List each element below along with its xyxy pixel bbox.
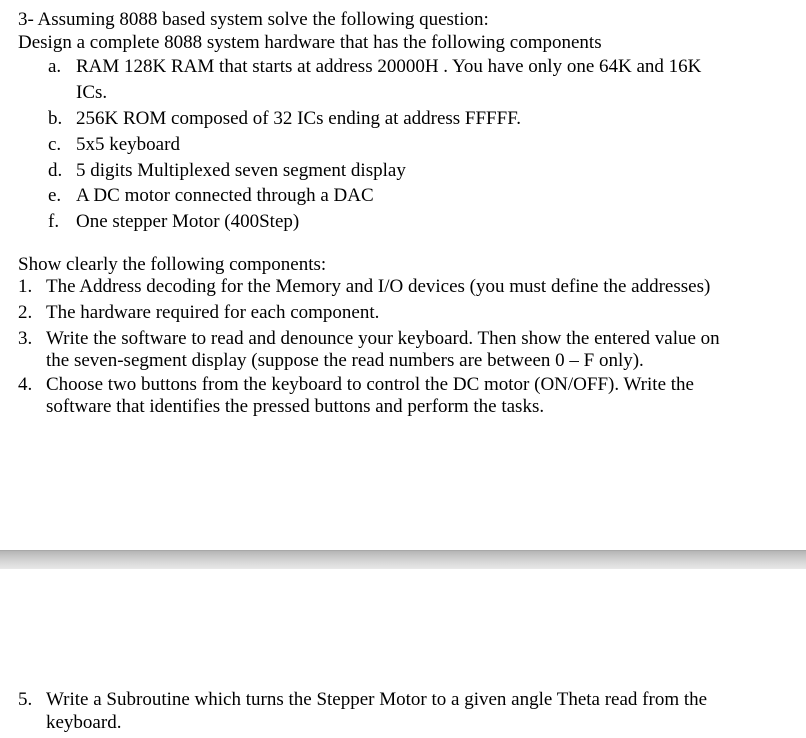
component-letter-e: e.	[48, 185, 62, 206]
task-text-3-line2: the seven-segment display (suppose the read numbers are between 0 – F only).	[46, 350, 644, 371]
task-text-1: The Address decoding for the Memory and I/O devices (you must define the addresses)	[46, 276, 711, 297]
page-break-divider	[0, 551, 806, 569]
task-text-4-line1: Choose two buttons from the keyboard to control the DC motor (ON/OFF). Write the	[46, 374, 694, 395]
component-letter-f: f.	[48, 211, 60, 232]
task-number-2: 2.	[18, 302, 33, 323]
component-text-a: RAM 128K RAM that starts at address 20000H . You have only one 64K and 16K	[76, 56, 702, 77]
task-text-5-line1: Write a Subroutine which turns the Stepper Motor to a given angle Theta read from the	[46, 689, 708, 710]
component-letter-c: c.	[48, 134, 62, 155]
task-text-3-line1: Write the software to read and denounce your keyboard. Then show the entered value on	[46, 328, 720, 349]
task-text-5-line2: keyboard.	[46, 712, 122, 733]
component-letter-b: b.	[48, 108, 63, 129]
task-number-5: 5.	[18, 689, 33, 710]
component-text-d: 5 digits Multiplexed seven segment display	[76, 160, 406, 181]
component-text-a-cont: ICs.	[76, 82, 108, 103]
component-text-f: One stepper Motor (400Step)	[76, 211, 300, 232]
task-text-2: The hardware required for each component.	[46, 302, 380, 323]
design-intro: Design a complete 8088 system hardware that has the following components	[18, 32, 602, 53]
component-text-e: A DC motor connected through a DAC	[76, 185, 374, 206]
question-title: 3- Assuming 8088 based system solve the following question:	[18, 9, 489, 30]
task-number-1: 1.	[18, 276, 33, 297]
component-text-b: 256K ROM composed of 32 ICs ending at address FFFFF.	[76, 108, 521, 129]
component-text-c: 5x5 keyboard	[76, 134, 180, 155]
show-intro: Show clearly the following components:	[18, 254, 327, 275]
component-letter-a: a.	[48, 56, 62, 77]
task-number-3: 3.	[18, 328, 33, 349]
task-text-4-line2: software that identifies the pressed buttons and perform the tasks.	[46, 396, 545, 417]
component-letter-d: d.	[48, 160, 63, 181]
task-number-4: 4.	[18, 374, 33, 395]
